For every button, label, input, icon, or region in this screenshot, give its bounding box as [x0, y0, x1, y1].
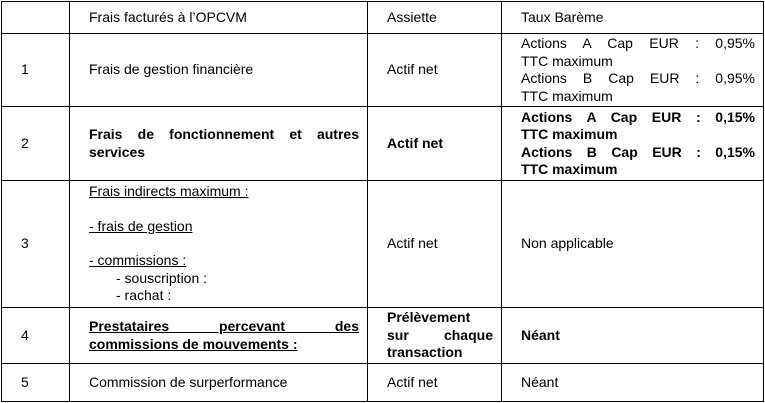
fee-label	[70, 181, 368, 308]
fee-line: services	[89, 143, 146, 160]
header-number-cell	[2, 2, 70, 34]
row-number: 1	[2, 34, 70, 107]
rate-line: TTC maximum	[521, 126, 618, 142]
row-number: 4	[2, 308, 70, 364]
base-label: Actif net	[368, 364, 502, 402]
rate-cell: Non applicable	[502, 181, 764, 308]
rate-line: Actions B Cap EUR : 0,95%	[521, 70, 755, 86]
row-number: 5	[2, 364, 70, 402]
base-line: Prélèvement	[387, 309, 471, 326]
header-base-label: Assiette	[368, 2, 502, 34]
table-row-2	[2, 107, 764, 181]
blank-line	[89, 201, 359, 218]
fee-management-line: - frais de gestion	[89, 217, 193, 234]
rate-cell	[502, 107, 764, 181]
fee-line: commissions de mouvements :	[89, 335, 298, 352]
rate-line: Actions B Cap EUR : 0,15%	[521, 143, 755, 160]
fee-redemption-line: - rachat :	[116, 287, 172, 304]
base-line: sur chaque	[387, 326, 493, 343]
base-label: Actif net	[368, 107, 502, 181]
header-fees-label: Frais facturés à l’OPCVM	[70, 2, 368, 34]
rate-cell: Néant	[502, 308, 764, 364]
table-header-row	[2, 2, 764, 34]
blank-line	[89, 235, 359, 252]
fee-label: Commission de surperformance	[70, 364, 368, 402]
rate-cell: Néant	[502, 364, 764, 402]
fee-label	[70, 308, 368, 364]
base-label: Actif net	[368, 34, 502, 107]
rate-line: TTC maximum	[521, 87, 613, 104]
rate-line: TTC maximum	[521, 52, 613, 69]
fee-line: Frais de fonctionnement et autres	[89, 126, 359, 142]
fee-title: Frais indirects maximum :	[89, 183, 249, 200]
base-label: Actif net	[368, 181, 502, 308]
header-rate-label: Taux Barème	[502, 2, 764, 34]
fees-table	[1, 1, 764, 402]
fee-label: Frais de gestion financière	[70, 34, 368, 107]
table-row-4	[2, 308, 764, 364]
table-row-1	[2, 34, 764, 107]
rate-line: TTC maximum	[521, 161, 618, 177]
base-label	[368, 308, 502, 364]
fee-commissions-line: - commissions :	[89, 252, 187, 269]
table-row-3	[2, 181, 764, 308]
base-line: transaction	[387, 344, 463, 361]
rate-line: Actions A Cap EUR : 0,95%	[521, 35, 755, 51]
fee-subscription-line: - souscription :	[116, 269, 208, 286]
table-row-5	[2, 364, 764, 402]
row-number: 2	[2, 107, 70, 181]
rate-line: Actions A Cap EUR : 0,15%	[521, 108, 755, 125]
fee-line: Prestataires percevant des	[89, 318, 359, 334]
row-number: 3	[2, 181, 70, 308]
rate-cell	[502, 34, 764, 107]
fee-label	[70, 107, 368, 181]
